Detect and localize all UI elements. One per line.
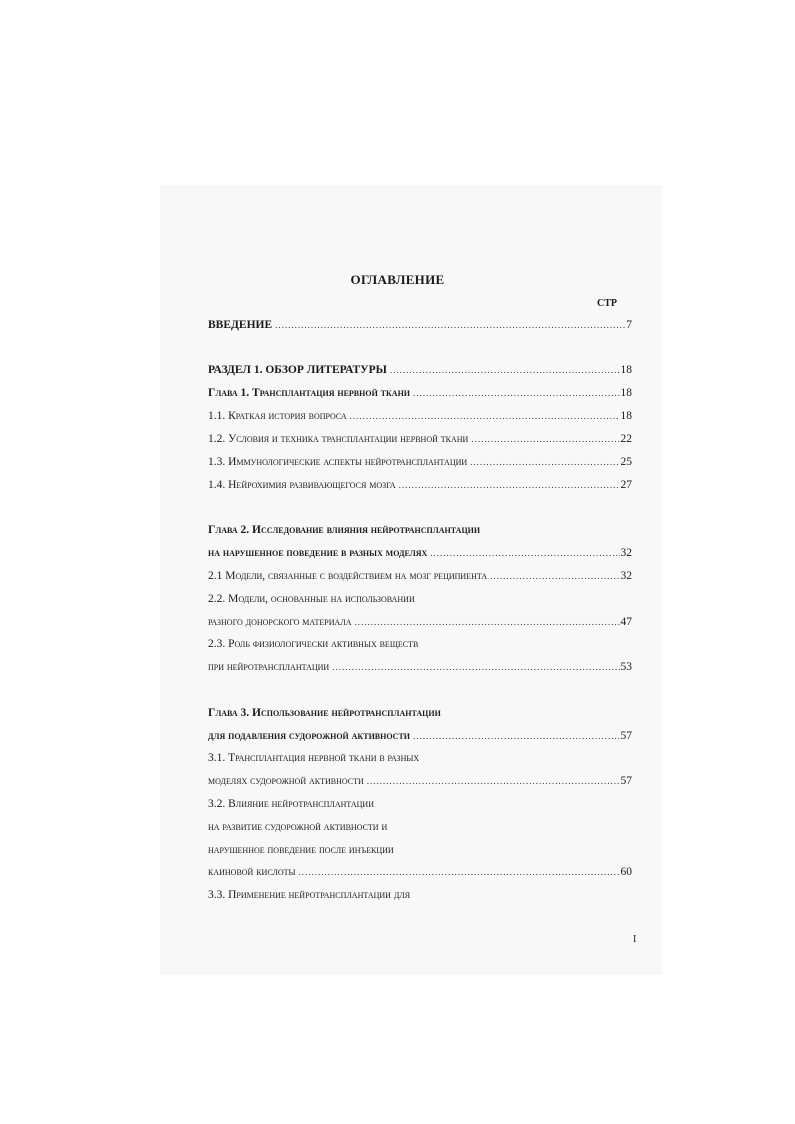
toc-entry-label: нарушенное поведение после инъекции (208, 844, 394, 856)
toc-entry-label: Глава 3. Использование нейротрансплантации (208, 707, 441, 719)
toc-entry-1-3 (208, 456, 632, 472)
toc-entry-label: 1.4. Нейрохимия развивающегося мозга (208, 479, 396, 491)
toc-entry-1-4 (208, 479, 632, 495)
toc-entry-2-2-cont (208, 616, 632, 632)
toc-entry-label: ВВЕДЕНИЕ (208, 319, 273, 331)
toc-entry-page: 57 (620, 730, 632, 742)
toc-entry-1-1 (208, 410, 632, 426)
toc-entry-label: Глава 2. Исследование влияния нейротрансплантации (208, 524, 481, 536)
toc-entry-label: РАЗДЕЛ 1. ОБЗОР ЛИТЕРАТУРЫ (208, 364, 387, 376)
toc-entry-section-1 (208, 364, 632, 380)
toc-entry-label: 1.1. Краткая история вопроса (208, 410, 347, 422)
toc-entry-page: 57 (620, 775, 632, 787)
page-number: I (633, 934, 637, 945)
toc-entry-label: 2.1 Модели, связанные с воздействием на мозг реципиента (208, 570, 488, 582)
toc-entry-label: при нейротрансплантации (208, 661, 330, 673)
toc-entry-2-3 (208, 638, 632, 654)
toc-entry-page: 18 (620, 364, 632, 376)
toc-entry-introduction (208, 319, 632, 335)
toc-entry-3-1 (208, 752, 632, 768)
toc-entry-2-3-cont (208, 661, 632, 677)
toc-entry-3-2-cont (208, 821, 632, 837)
toc-leader-dots (332, 662, 619, 672)
toc-entry-label: для подавления судорожной активности (208, 730, 410, 742)
page-title: ОГЛАВЛЕНИЕ (350, 272, 445, 287)
toc-entry-page: 32 (620, 547, 632, 559)
toc-leader-dots (413, 388, 619, 398)
toc-leader-dots (390, 365, 620, 375)
toc-entry-label: на нарушенное поведение в разных моделях (208, 547, 428, 559)
page-column-label: СТР (597, 298, 617, 309)
toc-leader-dots (399, 480, 620, 490)
toc-entry-3-3 (208, 889, 632, 905)
toc-entry-page: 27 (620, 479, 632, 491)
toc-entry-label: каиновой кислоты (208, 866, 296, 878)
toc-entry-2-2 (208, 593, 632, 609)
toc-entry-label: 2.3. Роль физиологически активных веществ (208, 638, 419, 650)
toc-entry-page: 18 (620, 410, 632, 422)
toc-entry-label: 3.1. Трансплантация нервной ткани в разных (208, 752, 420, 764)
toc-entry-page: 7 (626, 319, 632, 331)
toc-entry-label: моделях судорожной активности (208, 775, 364, 787)
toc-entry-label: 3.3. Применение нейротрансплантации для (208, 889, 411, 901)
toc-leader-dots (430, 548, 619, 558)
toc-entry-chapter-2-cont (208, 547, 632, 563)
toc-entry-label: разного донорского материала (208, 616, 352, 628)
toc-entry-chapter-3 (208, 707, 632, 723)
toc-entry-page: 47 (620, 616, 632, 628)
toc-entry-chapter-3-cont (208, 730, 632, 746)
toc-entry-chapter-1 (208, 387, 632, 403)
toc-entry-3-2 (208, 798, 632, 814)
toc-entry-page: 60 (620, 866, 632, 878)
toc-leader-dots (471, 434, 619, 444)
toc-entry-label: 3.2. Влияние нейротрансплантации (208, 798, 374, 810)
toc-entry-2-1 (208, 570, 632, 586)
toc-entry-chapter-2 (208, 524, 632, 540)
toc-entry-3-1-cont (208, 775, 632, 791)
toc-entry-1-2 (208, 433, 632, 449)
toc-entry-page: 53 (620, 661, 632, 673)
toc-leader-dots (354, 617, 619, 627)
toc-entry-label: Глава 1. Трансплантация нервной ткани (208, 387, 411, 399)
toc-leader-dots (299, 867, 620, 877)
toc-entry-3-2-cont (208, 866, 632, 882)
toc-leader-dots (413, 731, 620, 741)
toc-entry-label: на развитие судорожной активности и (208, 821, 388, 833)
toc-entry-label: 1.3. Иммунологические аспекты нейротрансплантации (208, 456, 468, 468)
toc-entry-label: 1.2. Условия и техника трансплантации нервной ткани (208, 433, 469, 445)
toc-entry-3-2-cont (208, 844, 632, 860)
toc-entry-label: 2.2. Модели, основанные на использовании (208, 593, 415, 605)
toc-entry-page: 22 (620, 433, 632, 445)
toc-leader-dots (275, 320, 625, 330)
toc-leader-dots (350, 411, 620, 421)
toc-leader-dots (367, 776, 620, 786)
toc-leader-dots (470, 457, 619, 467)
toc-entry-page: 18 (620, 387, 632, 399)
toc-leader-dots (490, 571, 619, 581)
toc-entry-page: 25 (620, 456, 632, 468)
toc-entry-page: 32 (620, 570, 632, 582)
